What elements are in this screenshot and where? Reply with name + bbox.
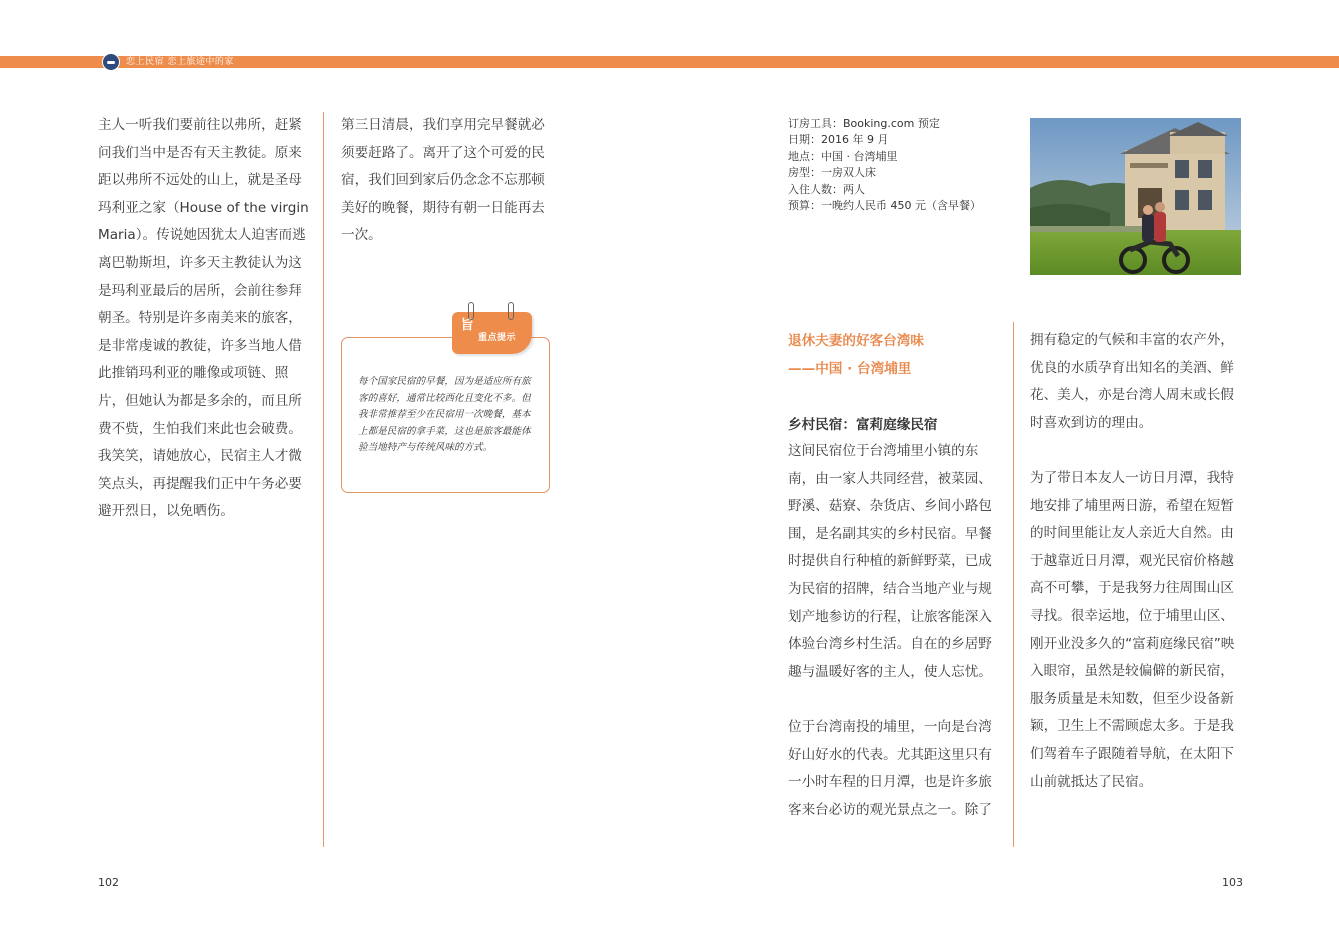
paragraph: 拥有稳定的气候和丰富的农产外，优良的水质孕育出知名的美酒、鲜花、美人，亦是台湾人周末或长假时喜欢到访的理由。 bbox=[1030, 332, 1234, 431]
info-guests: 入住人数：两人 bbox=[788, 182, 865, 196]
page-number-right: 103 bbox=[1222, 876, 1243, 889]
info-room-type: 房型：一房双人床 bbox=[788, 166, 876, 180]
right-column-1 bbox=[788, 438, 1002, 824]
paragraph: 位于台湾南投的埔里，一向是台湾好山好水的代表。尤其距这里只有一小时车程的日月潭，也是许多旅客来台必访的观光景点之一。除了 bbox=[788, 718, 992, 818]
info-location: 地点：中国 · 台湾埔里 bbox=[788, 149, 898, 163]
guesthouse-name: 乡村民宿：富莉庭缘民宿 bbox=[788, 417, 938, 433]
paragraph: 这间民宿位于台湾埔里小镇的东南，由一家人共同经营，被菜园、野溪、菇寮、杂货店、乡间小路包围，是名副其实的乡村民宿。早餐时提供自行种植的新鲜野菜，已成为民宿的招牌，结合当地产业与规划产地参访的行程，让旅客能深入体验台湾乡村生活。自在的乡居野趣与温暖好客的主人，使人忘忧。 bbox=[788, 443, 992, 680]
tip-label: 重点提示 bbox=[478, 333, 517, 343]
page-number-left: 102 bbox=[98, 876, 119, 889]
right-column-2 bbox=[1030, 327, 1244, 796]
left-column-2 bbox=[341, 112, 555, 250]
tip-tag bbox=[452, 312, 532, 354]
tip-text: 每个国家民宿的早餐，因为是适应所有旅客的喜好，通常比较西化且变化不多。但我非常推荐至少在民宿用一次晚餐，基本上都是民宿的拿手菜，这也是旅客最能体验当地特产与传统风味的方式。 bbox=[358, 376, 531, 454]
info-booking-tool: 订房工具：Booking.com 预定 bbox=[788, 117, 940, 130]
column-divider bbox=[323, 112, 324, 847]
booking-info bbox=[788, 116, 1018, 214]
section-subtitle: ——中国 · 台湾埔里 bbox=[788, 361, 912, 377]
left-column-1 bbox=[98, 112, 312, 526]
running-header: 恋上民宿 恋上旅途中的家 bbox=[126, 57, 234, 67]
tip-icon: 旨 bbox=[460, 318, 474, 333]
logo-icon bbox=[102, 53, 120, 71]
section-title: 退休夫妻的好客台湾味 bbox=[788, 333, 924, 349]
info-budget: 预算：一晚约人民币 450 元（含早餐） bbox=[788, 199, 981, 213]
column-divider bbox=[1013, 322, 1014, 847]
paperclip-icon bbox=[468, 302, 474, 320]
paperclip-icon bbox=[508, 302, 514, 320]
guesthouse-photo bbox=[1030, 118, 1241, 275]
paragraph: 为了带日本友人一访日月潭，我特地安排了埔里两日游，希望在短暂的时间里能让友人亲近大自然。由于越靠近日月潭，观光民宿价格越高不可攀，于是我努力往周围山区寻找。很幸运地，位于埔里山区、刚开业没多久的“富莉庭缘民宿”映入眼帘，虽然是较偏僻的新民宿，服务质量是未知数，但至少设备新颖，卫生上不需顾虑太多。于是我们驾着车子跟随着导航，在太阳下山前就抵达了民宿。 bbox=[1030, 469, 1235, 790]
paragraph: 主人一听我们要前往以弗所，赶紧问我们当中是否有天主教徒。原来距以弗所不远处的山上，就是圣母玛利亚之家（House of the virgin Maria）。传说她因犹太人迫害而逃离巴勒斯坦，许多天主教徒认为这是玛利亚最后的居所，会前往参拜朝圣。特别是许多南美来的旅客，是非常虔诚的教徒，许多当地人借此推销玛利亚的雕像或项链、照片，但她认为都是多余的，而且所费不赀，生怕我们来此也会破费。我笑笑，请她放心，民宿主人才微笑点头，再提醒我们正中午务必要避开烈日，以免晒伤。 bbox=[98, 117, 309, 520]
paragraph: 第三日清晨，我们享用完早餐就必须要赶路了。离开了这个可爱的民宿，我们回到家后仍念念不忘那顿美好的晚餐，期待有朝一日能再去一次。 bbox=[341, 117, 545, 244]
info-date: 日期：2016 年 9 月 bbox=[788, 133, 889, 147]
